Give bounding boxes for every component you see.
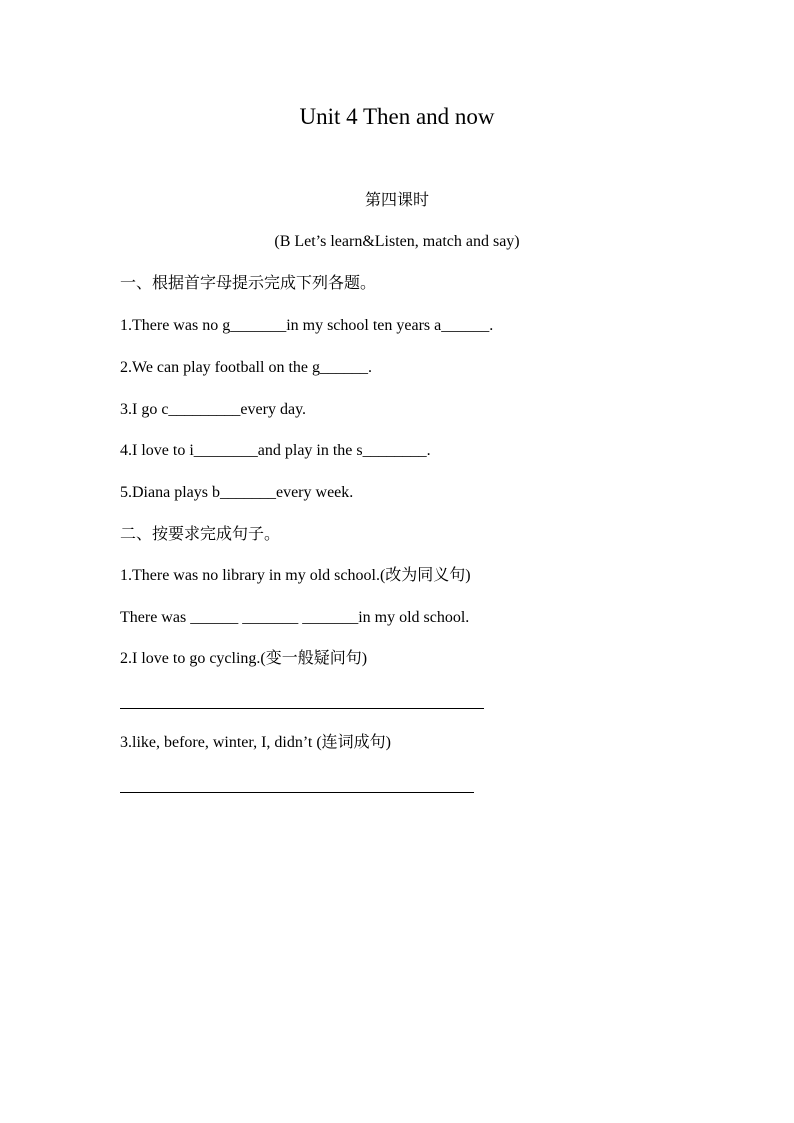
answer-line-question-2 <box>120 708 484 709</box>
section-1-heading: 一、根据首字母提示完成下列各题。 <box>120 275 377 292</box>
section-2-question-2: 2.I love to go cycling.(变一般疑问句) <box>120 650 368 667</box>
lesson-subtitle: (B Let’s learn&Listen, match and say) <box>274 233 520 250</box>
page-title: Unit 4 Then and now <box>299 104 495 129</box>
section-2-question-1: 1.There was no library in my old school.(改为同义句) <box>120 567 471 584</box>
section-2-question-3: 3.like, before, winter, I, didn’t (连词成句) <box>120 734 392 751</box>
section-1-question-4: 4.I love to i________and play in the s________. <box>120 442 431 459</box>
section-1-question-2: 2.We can play football on the g______. <box>120 359 372 376</box>
section-2-question-1-answer: There was ______ _______ _______in my old school. <box>120 609 470 626</box>
section-2-heading: 二、按要求完成句子。 <box>120 526 281 543</box>
lesson-label: 第四课时 <box>364 192 429 209</box>
section-1-question-1: 1.There was no g_______in my school ten years a______. <box>120 317 494 334</box>
section-1-question-3: 3.I go c_________every day. <box>120 401 307 418</box>
answer-line-question-3 <box>120 792 474 793</box>
section-1-question-5: 5.Diana plays b_______every week. <box>120 484 354 501</box>
